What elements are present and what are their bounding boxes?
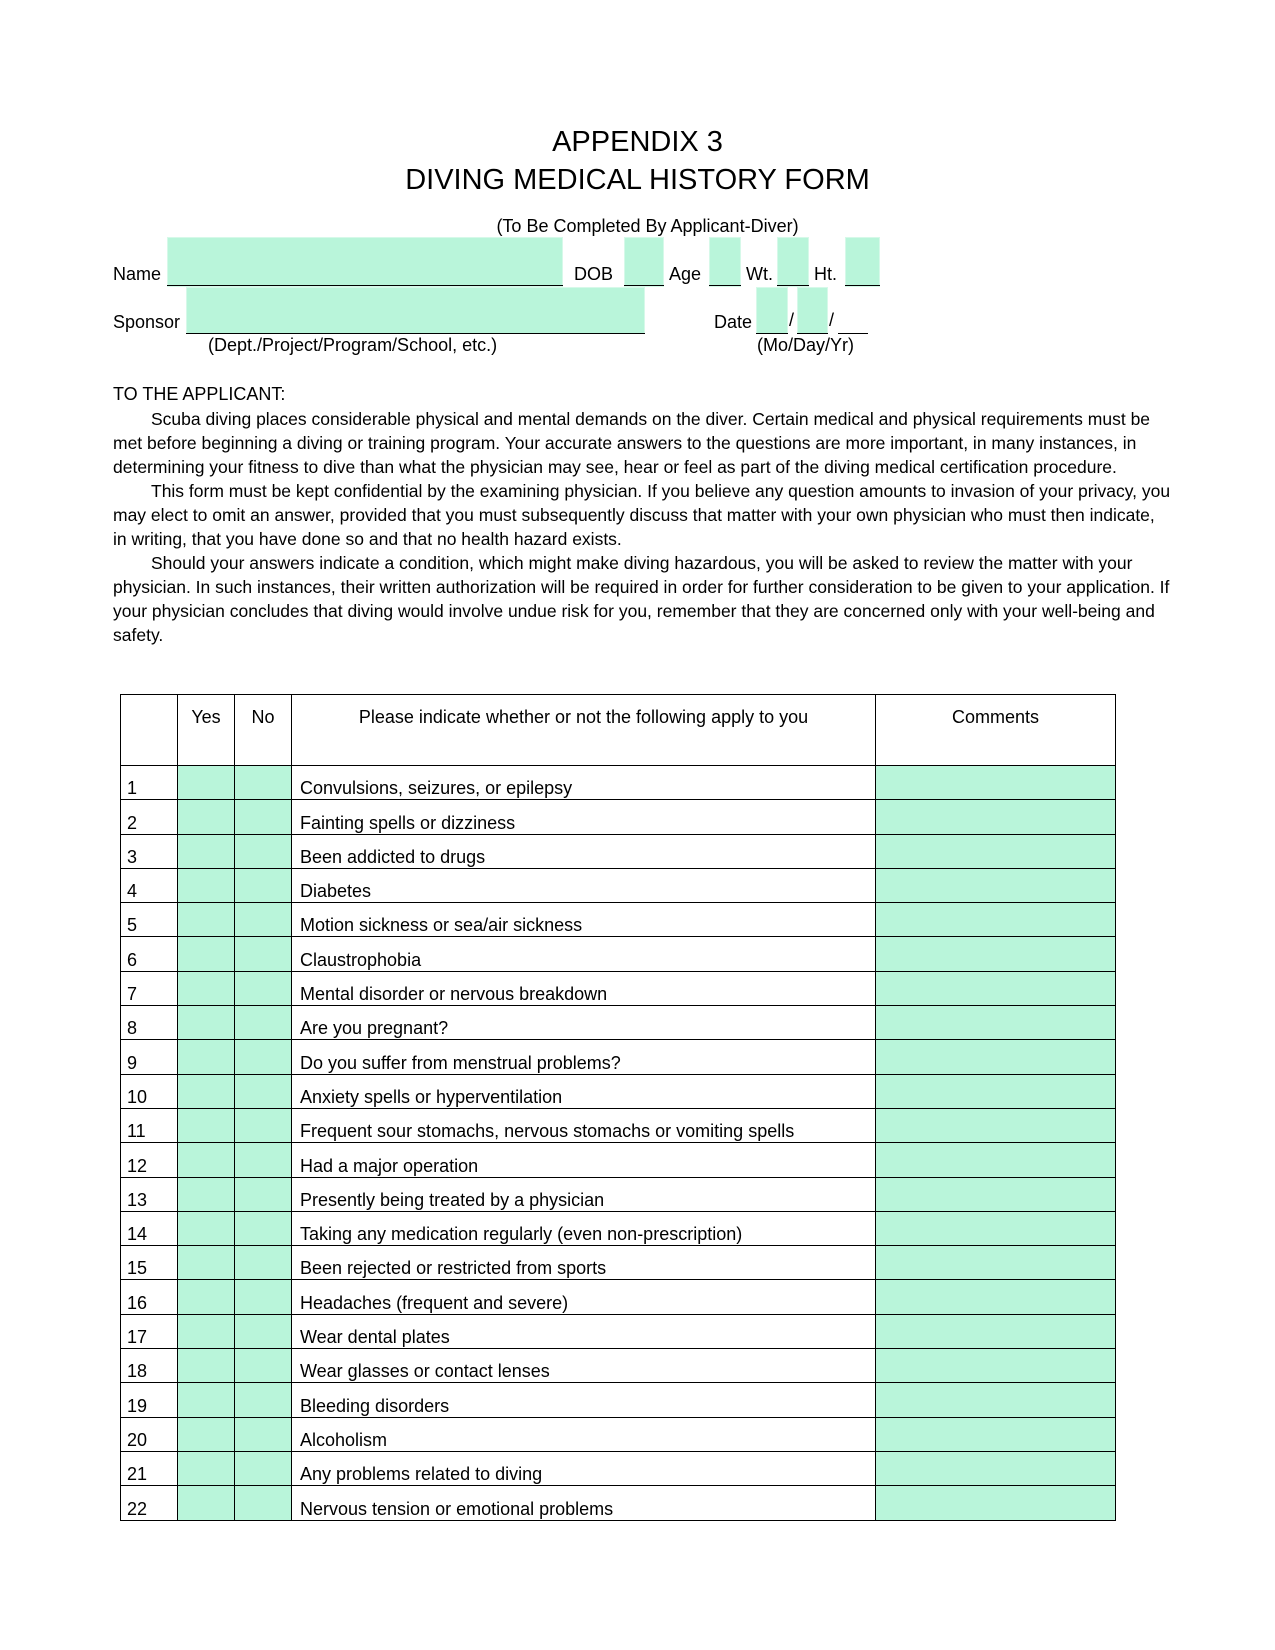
question-text: Bleeding disorders [292, 1383, 876, 1417]
date-month-underline [756, 333, 788, 334]
no-checkbox-cell[interactable] [235, 1006, 292, 1040]
name-underline [167, 285, 563, 286]
question-text: Frequent sour stomachs, nervous stomachs or vomiting spells [292, 1108, 876, 1142]
question-number: 7 [121, 971, 178, 1005]
yes-checkbox-cell[interactable] [178, 1211, 235, 1245]
question-text: Are you pregnant? [292, 1006, 876, 1040]
question-text: Alcoholism [292, 1417, 876, 1451]
table-row [121, 868, 1116, 902]
comments-field[interactable] [876, 1040, 1116, 1074]
no-checkbox-cell[interactable] [235, 868, 292, 902]
table-row [121, 903, 1116, 937]
dob-field[interactable] [624, 237, 664, 287]
table-row [121, 800, 1116, 834]
table-row [121, 1451, 1116, 1485]
no-checkbox-cell[interactable] [235, 800, 292, 834]
date-day-field[interactable] [797, 287, 828, 334]
question-number: 5 [121, 903, 178, 937]
sponsor-hint: (Dept./Project/Program/School, etc.) [208, 335, 498, 355]
name-label: Name [113, 264, 162, 284]
intro-paragraph: Should your answers indicate a condition, which might make diving hazardous, you will be asked to review the matter with your physician. In such instances, their written authorization will be required in order for further consideration to be given to your application. If your physician concludes that diving would involve undue risk for you, remember that they are concerned only with your well-being and safety. [113, 553, 1170, 645]
no-checkbox-cell[interactable] [235, 937, 292, 971]
table-row [121, 1143, 1116, 1177]
question-number: 1 [121, 766, 178, 800]
question-number: 3 [121, 834, 178, 868]
questions-body [121, 766, 1116, 1521]
yes-column-header: Yes [178, 695, 235, 766]
form-subtitle: (To Be Completed By Applicant-Diver) [496, 216, 799, 236]
no-checkbox-cell[interactable] [235, 1451, 292, 1485]
table-row [121, 1074, 1116, 1108]
table-row [121, 1177, 1116, 1211]
comments-field[interactable] [876, 834, 1116, 868]
yes-checkbox-cell[interactable] [178, 971, 235, 1005]
yes-checkbox-cell[interactable] [178, 1451, 235, 1485]
yes-checkbox-cell[interactable] [178, 1108, 235, 1142]
table-row [121, 1314, 1116, 1348]
date-month-field[interactable] [756, 287, 788, 334]
question-number: 16 [121, 1280, 178, 1314]
yes-checkbox-cell[interactable] [178, 1314, 235, 1348]
question-text: Do you suffer from menstrual problems? [292, 1040, 876, 1074]
question-number: 6 [121, 937, 178, 971]
number-column-header [121, 695, 178, 766]
question-text: Wear glasses or contact lenses [292, 1349, 876, 1383]
comments-field[interactable] [876, 903, 1116, 937]
date-separator: / [789, 310, 795, 330]
question-number: 18 [121, 1349, 178, 1383]
comments-field[interactable] [876, 1280, 1116, 1314]
question-text: Wear dental plates [292, 1314, 876, 1348]
weight-label: Wt. [746, 264, 773, 284]
question-column-header: Please indicate whether or not the following apply to you [292, 695, 876, 766]
yes-checkbox-cell[interactable] [178, 1040, 235, 1074]
yes-checkbox-cell[interactable] [178, 1143, 235, 1177]
no-checkbox-cell[interactable] [235, 903, 292, 937]
question-text: Fainting spells or dizziness [292, 800, 876, 834]
question-number: 13 [121, 1177, 178, 1211]
comments-field[interactable] [876, 1074, 1116, 1108]
no-checkbox-cell[interactable] [235, 1314, 292, 1348]
table-row [121, 766, 1116, 800]
intro-heading: TO THE APPLICANT: [113, 384, 286, 404]
intro-paragraph: This form must be kept confidential by the examining physician. If you believe any question amounts to invasion of your privacy, you may elect to omit an answer, provided that you must subsequently discuss that matter with your own physician who must then indicate, in writing, that you have done so and that no health hazard exists. [113, 481, 1171, 549]
table-row [121, 1383, 1116, 1417]
yes-checkbox-cell[interactable] [178, 1177, 235, 1211]
date-day-underline [797, 333, 828, 334]
name-field[interactable] [167, 237, 563, 287]
date-separator: / [829, 310, 835, 330]
question-number: 4 [121, 868, 178, 902]
yes-checkbox-cell[interactable] [178, 1383, 235, 1417]
yes-checkbox-cell[interactable] [178, 868, 235, 902]
question-text: Nervous tension or emotional problems [292, 1486, 876, 1520]
date-label: Date [714, 312, 753, 332]
question-number: 17 [121, 1314, 178, 1348]
yes-checkbox-cell[interactable] [178, 1246, 235, 1280]
yes-checkbox-cell[interactable] [178, 800, 235, 834]
comments-field[interactable] [876, 1314, 1116, 1348]
question-text: Mental disorder or nervous breakdown [292, 971, 876, 1005]
question-text: Convulsions, seizures, or epilepsy [292, 766, 876, 800]
question-text: Claustrophobia [292, 937, 876, 971]
yes-checkbox-cell[interactable] [178, 903, 235, 937]
question-text: Anxiety spells or hyperventilation [292, 1074, 876, 1108]
height-field[interactable] [845, 237, 880, 287]
table-row [121, 937, 1116, 971]
table-row [121, 1108, 1116, 1142]
sponsor-label: Sponsor [113, 312, 181, 332]
comments-field[interactable] [876, 1417, 1116, 1451]
table-row [121, 1417, 1116, 1451]
no-checkbox-cell[interactable] [235, 1486, 292, 1520]
no-checkbox-cell[interactable] [235, 1349, 292, 1383]
yes-checkbox-cell[interactable] [178, 1006, 235, 1040]
intro-text [113, 407, 1173, 647]
yes-checkbox-cell[interactable] [178, 1349, 235, 1383]
no-checkbox-cell[interactable] [235, 1417, 292, 1451]
question-number: 9 [121, 1040, 178, 1074]
comments-field[interactable] [876, 1177, 1116, 1211]
question-number: 22 [121, 1486, 178, 1520]
no-checkbox-cell[interactable] [235, 1177, 292, 1211]
no-checkbox-cell[interactable] [235, 1108, 292, 1142]
age-field[interactable] [709, 237, 741, 287]
yes-checkbox-cell[interactable] [178, 1280, 235, 1314]
no-checkbox-cell[interactable] [235, 1383, 292, 1417]
height-label: Ht. [814, 264, 838, 284]
question-number: 14 [121, 1211, 178, 1245]
yes-checkbox-cell[interactable] [178, 937, 235, 971]
table-row [121, 1246, 1116, 1280]
yes-checkbox-cell[interactable] [178, 1074, 235, 1108]
comments-field[interactable] [876, 1383, 1116, 1417]
comments-field[interactable] [876, 1451, 1116, 1485]
question-text: Taking any medication regularly (even non-prescription) [292, 1211, 876, 1245]
question-text: Diabetes [292, 868, 876, 902]
dob-label: DOB [574, 264, 614, 284]
date-hint: (Mo/Day/Yr) [757, 335, 855, 355]
questions-table [120, 694, 1116, 1521]
weight-underline [777, 285, 809, 286]
question-text: Any problems related to diving [292, 1451, 876, 1485]
comments-field[interactable] [876, 868, 1116, 902]
sponsor-field[interactable] [186, 287, 645, 334]
question-number: 20 [121, 1417, 178, 1451]
comments-field[interactable] [876, 971, 1116, 1005]
dob-underline [624, 285, 664, 286]
no-checkbox-cell[interactable] [235, 1280, 292, 1314]
question-text: Had a major operation [292, 1143, 876, 1177]
no-checkbox-cell[interactable] [235, 834, 292, 868]
comments-field[interactable] [876, 766, 1116, 800]
comments-field[interactable] [876, 1006, 1116, 1040]
comments-field[interactable] [876, 1211, 1116, 1245]
comments-column-header: Comments [876, 695, 1116, 766]
table-row [121, 1486, 1116, 1520]
question-number: 19 [121, 1383, 178, 1417]
sponsor-underline [186, 333, 645, 334]
age-underline [709, 285, 741, 286]
age-label: Age [669, 264, 702, 284]
intro-paragraph: Scuba diving places considerable physical and mental demands on the diver. Certain medical and physical requirements must be met before beginning a diving or training program. Your accurate answers to the questions are more important, in many instances, in determining your fitness to dive than what the physician may see, hear or feel as part of the diving medical certification procedure. [113, 409, 1151, 477]
date-year-underline [838, 333, 868, 334]
question-number: 21 [121, 1451, 178, 1485]
no-checkbox-cell[interactable] [235, 1211, 292, 1245]
table-row [121, 1280, 1116, 1314]
question-number: 10 [121, 1074, 178, 1108]
table-row [121, 1211, 1116, 1245]
comments-field[interactable] [876, 937, 1116, 971]
question-text: Presently being treated by a physician [292, 1177, 876, 1211]
yes-checkbox-cell[interactable] [178, 834, 235, 868]
height-underline [845, 285, 880, 286]
weight-field[interactable] [777, 237, 809, 287]
comments-field[interactable] [876, 1143, 1116, 1177]
yes-checkbox-cell[interactable] [178, 766, 235, 800]
question-text: Headaches (frequent and severe) [292, 1280, 876, 1314]
no-checkbox-cell[interactable] [235, 1040, 292, 1074]
comments-field[interactable] [876, 800, 1116, 834]
no-checkbox-cell[interactable] [235, 766, 292, 800]
question-number: 8 [121, 1006, 178, 1040]
table-row [121, 834, 1116, 868]
comments-field[interactable] [876, 1486, 1116, 1520]
appendix-title: APPENDIX 3 [552, 126, 723, 158]
table-row [121, 1349, 1116, 1383]
no-checkbox-cell[interactable] [235, 1246, 292, 1280]
table-row [121, 971, 1116, 1005]
no-column-header: No [235, 695, 292, 766]
table-row [121, 1006, 1116, 1040]
question-number: 11 [121, 1108, 178, 1142]
comments-field[interactable] [876, 1246, 1116, 1280]
question-number: 2 [121, 800, 178, 834]
yes-checkbox-cell[interactable] [178, 1486, 235, 1520]
no-checkbox-cell[interactable] [235, 1143, 292, 1177]
question-text: Been rejected or restricted from sports [292, 1246, 876, 1280]
question-number: 12 [121, 1143, 178, 1177]
yes-checkbox-cell[interactable] [178, 1417, 235, 1451]
no-checkbox-cell[interactable] [235, 1074, 292, 1108]
question-text: Motion sickness or sea/air sickness [292, 903, 876, 937]
form-title: DIVING MEDICAL HISTORY FORM [405, 164, 870, 196]
table-row [121, 1040, 1116, 1074]
no-checkbox-cell[interactable] [235, 971, 292, 1005]
comments-field[interactable] [876, 1108, 1116, 1142]
question-number: 15 [121, 1246, 178, 1280]
question-text: Been addicted to drugs [292, 834, 876, 868]
comments-field[interactable] [876, 1349, 1116, 1383]
table-header-row [121, 695, 1116, 766]
